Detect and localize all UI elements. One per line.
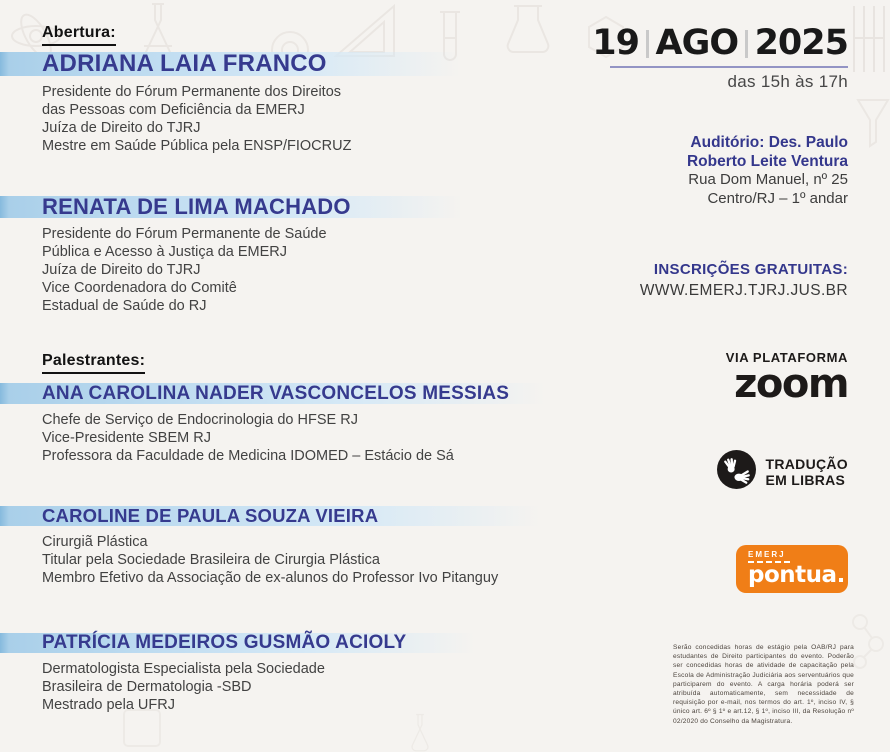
- beaker-doodle-icon: [500, 0, 556, 56]
- libras-hands-icon: [717, 450, 756, 494]
- pontua-logo: [736, 545, 848, 593]
- speaker-description: [42, 660, 640, 714]
- registration-url[interactable]: WWW.EMERJ.TJRJ.JUS.BR: [639, 282, 848, 299]
- date-separator: [745, 30, 748, 58]
- description-line: Dermatologista Especialista pela Sociedade: [42, 661, 325, 677]
- description-line: Juíza de Direito do TJRJ: [42, 120, 201, 136]
- description-line: Presidente do Fórum Permanente de Saúde: [42, 226, 327, 242]
- abertura-heading: Abertura:: [42, 24, 116, 46]
- description-line: Titular pela Sociedade Brasileira de Cirurgia Plástica: [42, 552, 380, 568]
- description-line: Professora da Faculdade de Medicina IDOMED – Estácio de Sá: [42, 448, 454, 464]
- description-line: Vice Coordenadora do Comitê: [42, 280, 237, 296]
- date-year: 2025: [754, 23, 848, 63]
- name-highlight-bar: [0, 506, 540, 526]
- description-line: Cirurgiã Plástica: [42, 534, 148, 550]
- pontua-emerj-label: EMERJ: [748, 550, 786, 559]
- speaker-block-ana-carolina: [0, 383, 640, 465]
- pontua-wordmark: [748, 564, 848, 587]
- speaker-block-renata: [0, 196, 640, 315]
- speaker-name: ANA CAROLINA NADER VASCONCELOS MESSIAS: [42, 382, 510, 404]
- venue-line: Rua Dom Manuel, nº 25: [688, 171, 848, 188]
- funnel-doodle-icon: [856, 96, 890, 148]
- event-date: [592, 23, 848, 63]
- speaker-name: ADRIANA LAIA FRANCO: [42, 50, 327, 77]
- event-time: das 15h às 17h: [727, 72, 848, 91]
- speaker-description: [42, 411, 640, 465]
- description-line: Membro Efetivo da Associação de ex-alunos do Professor Ivo Pitanguy: [42, 570, 499, 586]
- description-line: Vice-Presidente SBEM RJ: [42, 430, 211, 446]
- venue-line: Centro/RJ – 1º andar: [707, 189, 848, 207]
- description-line: Estadual de Saúde do RJ: [42, 298, 207, 314]
- name-highlight-bar: [0, 196, 462, 218]
- date-month: AGO: [655, 23, 739, 63]
- date-separator: [646, 30, 649, 58]
- speaker-name: RENATA DE LIMA MACHADO: [42, 194, 351, 219]
- libras-label-line2: EM LIBRAS: [765, 472, 846, 488]
- description-line: Juíza de Direito do TJRJ: [42, 262, 201, 278]
- description-line: Presidente do Fórum Permanente dos Direitos: [42, 84, 342, 100]
- description-line: Mestrado pela UFRJ: [42, 697, 175, 713]
- legal-disclaimer: Serão concedidas horas de estágio pela OAB/RJ para estudantes de Direito participantes do evento. Poderão ser concedidas horas de atividade de capacitação pela Escola de Administração Judiciária aos serventuários que participarem do evento. A carga horária poderá ser atribuída automaticamente, sem necessidade de requisição por e-mail, nos termos do art. 1º, inciso IV, § único art. 6º § 1º e art.12, § 1º, inciso III, da Resolução nº 02/2020 do Conselho da Magistratura.: [673, 644, 854, 725]
- libras-block: [717, 450, 848, 494]
- palestrantes-heading: Palestrantes:: [42, 352, 145, 374]
- venue-line: Roberto Leite Ventura: [686, 152, 848, 170]
- speaker-block-adriana: [0, 52, 640, 155]
- description-line: das Pessoas com Deficiência da EMERJ: [42, 102, 305, 118]
- speaker-description: [42, 533, 640, 587]
- name-highlight-bar: [0, 633, 475, 653]
- platform-block: [725, 350, 848, 407]
- libras-label: [765, 456, 848, 488]
- speaker-description: [42, 225, 640, 315]
- venue-line: Auditório: Des. Paulo: [690, 134, 848, 151]
- description-line: Brasileira de Dermatologia -SBD: [42, 679, 252, 695]
- description-line: Mestre em Saúde Pública pela ENSP/FIOCRUZ: [42, 138, 352, 154]
- speaker-name: PATRÍCIA MEDEIROS GUSMÃO ACIOLY: [42, 632, 407, 653]
- name-highlight-bar: [0, 52, 460, 76]
- speaker-block-patricia: [0, 633, 640, 714]
- date-underline: [610, 66, 848, 68]
- libras-label-line1: TRADUÇÃO: [765, 456, 848, 472]
- flask-small-doodle-icon: [400, 712, 440, 752]
- pontua-text: pontua: [748, 562, 837, 588]
- platform-label: VIA PLATAFORMA: [725, 350, 848, 365]
- speaker-description: [42, 83, 640, 155]
- registration-block: [640, 261, 848, 300]
- registration-label: INSCRIÇÕES GRATUITAS:: [653, 261, 848, 278]
- venue-block: [687, 134, 848, 208]
- name-highlight-bar: [0, 383, 545, 404]
- pontua-dot: [839, 578, 843, 582]
- description-line: Chefe de Serviço de Endocrinologia do HFSE RJ: [42, 412, 358, 428]
- speaker-block-caroline: [0, 506, 640, 587]
- zoom-logo: zoom: [734, 361, 848, 407]
- description-line: Pública e Acesso à Justiça da EMERJ: [42, 244, 288, 260]
- comb-doodle-icon: [850, 4, 888, 74]
- date-day: 19: [592, 23, 639, 63]
- speaker-name: CAROLINE DE PAULA SOUZA VIEIRA: [42, 505, 379, 526]
